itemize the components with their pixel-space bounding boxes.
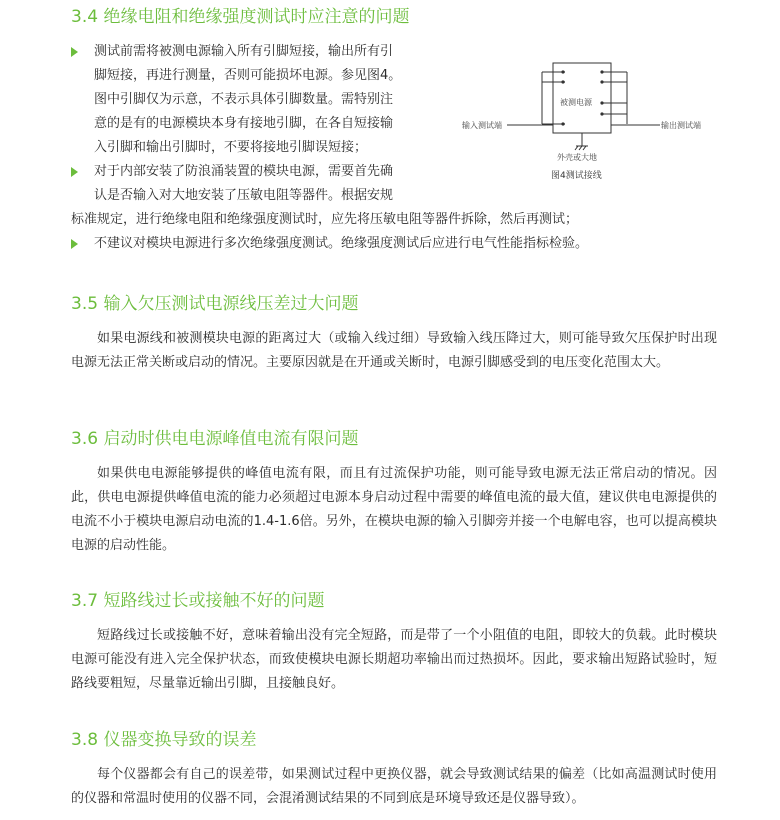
pin-dot — [600, 70, 603, 73]
output-terminal-label: 输出测试端 — [661, 121, 701, 130]
bullet-line: 入引脚和输出引脚时，不要将接地引脚误短接； — [94, 140, 368, 155]
bullet-line: 脚短接，再进行测量，否则可能损坏电源。参见图4。 — [94, 68, 402, 83]
ground-symbol — [579, 146, 582, 150]
section-paragraph-3-7: 短路线过长或接触不好，意味着输出没有完全短路，而是带了一个小阻值的电阻，即较大的负载。此时模块电源可能没有进入完全保护状态，而致使模块电源长期超功率输出而过热损坏。因此，要求输出短路试验时，短路线要粗短，尽量靠近输出引脚，且接触良好。 — [71, 628, 717, 691]
bullet-arrow-icon — [71, 47, 78, 57]
section-paragraph-3-6: 如果供电电源能够提供的峰值电流有限，而且有过流保护功能，则可能导致电源无法正常启动的情况。因此，供电电源提供峰值电流的能力必须超过电源本身启动过程中需要的峰值电流的最大值，建议供电电源提供的电流不小于模块电源启动电流的1.4-1.6倍。另外，在模块电源的输入引脚旁并接一个电解电容，也可以提高模块电源的启动性能。 — [71, 466, 717, 553]
section-heading-3-6: 3.6 启动时供电电源峰值电流有限问题 — [71, 429, 359, 449]
bullet-arrow-icon — [71, 167, 78, 177]
pin-dot — [600, 80, 603, 83]
section-paragraph-3-8: 每个仪器都会有自己的误差带，如果测试过程中更换仪器，就会导致测试结果的偏差（比如高温测试时使用的仪器和常温时使用的仪器不同，会混淆测试结果的不同到底是环境导致还是仪器导致）。 — [71, 767, 717, 806]
pin-dot — [600, 101, 603, 104]
figure-caption: 图4测试接线 — [551, 171, 602, 181]
section-heading-3-7: 3.7 短路线过长或接触不好的问题 — [71, 591, 325, 611]
bullet-arrow-icon — [71, 239, 78, 249]
pin-dot — [561, 70, 564, 73]
pin-dot — [561, 122, 564, 125]
ground-label: 外壳或大地 — [557, 153, 597, 162]
bullet-line: 图中引脚仅为示意，不表示具体引脚数量。需特别注 — [94, 92, 394, 107]
bullet-line: 认是否输入对大地安装了压敏电阻等器件。根据安规 — [94, 188, 394, 203]
bullet-line: 测试前需将被测电源输入所有引脚短接，输出所有引 — [94, 44, 394, 59]
bullet-item-1 — [71, 40, 401, 160]
bullet-line: 意的是有的电源模块本身有接地引脚，在各自短接输 — [94, 116, 394, 131]
pin-dot — [561, 80, 564, 83]
bullet-item-3 — [71, 232, 588, 256]
section-heading-3-8: 3.8 仪器变换导致的误差 — [71, 730, 257, 750]
section-paragraph-3-5: 如果电源线和被测模块电源的距离过大（或输入线过细）导致输入线压降过大，则可能导致欠压保护时出现电源无法正常关断或启动的情况。主要原因就是在开通或关断时，电源引脚感受到的电压变化范围太大。 — [71, 331, 717, 370]
input-terminal-label: 输入测试端 — [462, 121, 502, 130]
bullet-line: 对于内部安装了防浪涌装置的模块电源，需要首先确 — [94, 164, 394, 179]
ground-symbol — [575, 146, 578, 150]
pin-dot — [600, 112, 603, 115]
wiring-diagram-figure — [455, 58, 715, 188]
wiring-diagram — [455, 58, 715, 188]
section-heading-3-4: 3.4 绝缘电阻和绝缘强度测试时应注意的问题 — [71, 7, 410, 27]
section-heading-3-5: 3.5 输入欠压测试电源线压差过大问题 — [71, 294, 359, 314]
module-label: 被测电源 — [560, 98, 592, 107]
ground-symbol — [583, 146, 586, 150]
bullet-line: 不建议对模块电源进行多次绝缘强度测试。绝缘强度测试后应进行电气性能指标检验。 — [94, 236, 589, 251]
bullet-line-wrapped: 标准规定，进行绝缘电阻和绝缘强度测试时，应先将压敏电阻等器件拆除，然后再测试； — [71, 212, 579, 227]
